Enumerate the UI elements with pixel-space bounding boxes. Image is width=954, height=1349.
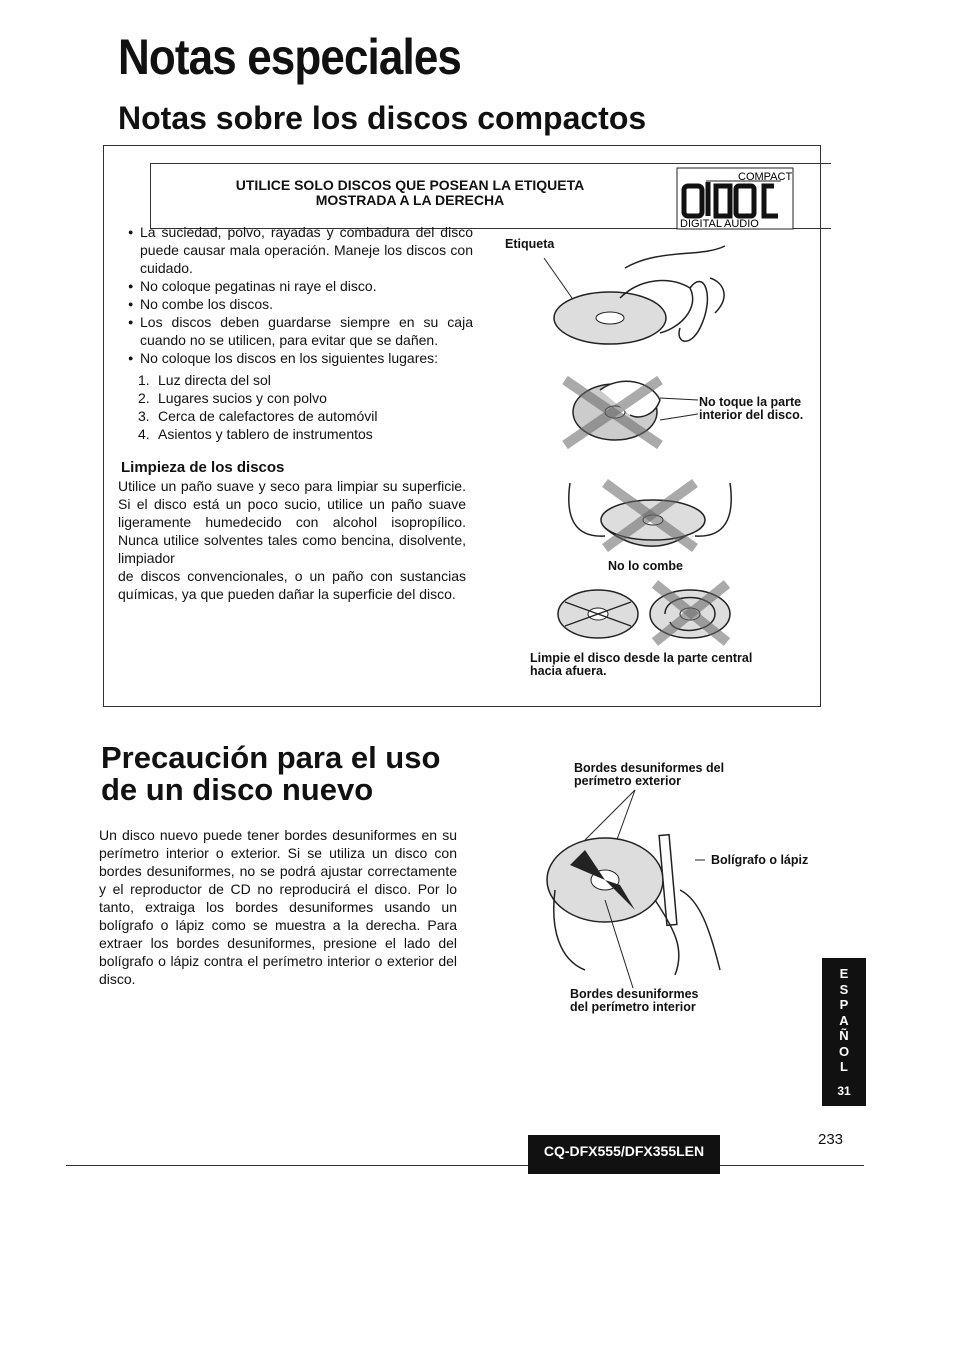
caption-line: Bordes desuniformes (570, 987, 699, 1001)
tab-letter: A (839, 1012, 849, 1028)
caption-limpie (530, 652, 752, 678)
cleaning-text (118, 477, 466, 603)
model-badge: CQ-DFX555/DFX355LEN (528, 1135, 720, 1174)
list-item (138, 407, 468, 425)
label-notice-line1: UTILICE SOLO DISCOS QUE POSEAN LA ETIQUETA (235, 177, 585, 193)
new-disc-text: Un disco nuevo puede tener bordes desuniformes en su perímetro interior o exterior. Si se utiliza un disco con bordes desuniformes, no se podrá ajustar correctamente y el reproductor de CD no reproducirá el disco. Por lo tanto, extraiga los bordes desuniformes usando un bolígrafo o lápiz como se muestra a la derecha. Para extraer los bordes desuniformes, presione el lado del bolígrafo o lápiz contra el perímetro interior o exterior del disco. (99, 827, 457, 987)
cleaning-paragraph: de discos convencionales, o un paño con sustancias químicas, ya que pueden dañar la superficie del disco. (118, 568, 466, 602)
list-text: Asientos y tablero de instrumentos (158, 426, 373, 442)
list-text: Luz directa del sol (158, 372, 271, 388)
caption-line: hacia afuera. (530, 664, 607, 678)
tab-letter: P (839, 997, 849, 1012)
caption-line: No toque la parte (699, 395, 802, 409)
caption-inner-edges (570, 988, 699, 1014)
dont-touch-disc-illustration (560, 370, 700, 460)
caption-line: perímetro exterior (574, 774, 681, 788)
list-item: ● La suciedad, polvo, rayadas y combadura del disco puede causar mala operación. Maneje los discos con cuidado. (128, 223, 473, 277)
tab-letter: E (839, 966, 849, 981)
pen-deburr-illustration (545, 790, 725, 990)
label-notice (160, 178, 660, 208)
cleaning-heading: Limpieza de los discos (121, 459, 285, 476)
list-item: ● No coloque los discos en los siguientes lugares: (128, 349, 473, 367)
language-tab (822, 958, 866, 1106)
tab-letter: Ñ (839, 1028, 849, 1043)
section-title-new-disc (101, 742, 440, 806)
places-list (138, 371, 468, 443)
page-title: Notas especiales (118, 29, 462, 85)
list-text: Lugares sucios y con polvo (158, 390, 327, 406)
heading-line: de un disco nuevo (101, 772, 374, 807)
list-number: 4. (138, 426, 150, 442)
tab-letter: S (839, 981, 849, 997)
caption-pen: Bolígrafo o lápiz (711, 853, 809, 867)
language-tab-letters (822, 958, 866, 1075)
caption-line: Limpie el disco desde la parte central (530, 651, 753, 665)
list-number: 1. (138, 372, 150, 388)
tab-letter: O (838, 1043, 850, 1059)
caption-etiqueta: Etiqueta (505, 237, 555, 251)
caption-line: interior del disco. (699, 408, 804, 422)
caption-line: Bordes desuniformes del (574, 761, 725, 775)
caption-outer-edges (574, 762, 724, 788)
list-number: 3. (138, 408, 150, 424)
footer-rule (66, 1165, 864, 1166)
list-text: Cerca de calefactores de automóvil (158, 408, 378, 424)
language-tab-number: 31 (837, 1084, 851, 1098)
caption-no-toque (699, 396, 803, 422)
caption-no-lo-combe: No lo combe (608, 559, 684, 573)
heading-line: Precaución para el uso (101, 740, 441, 775)
dont-bend-disc-illustration (565, 478, 735, 568)
clean-disc-illustration (555, 582, 735, 644)
compact-disc-logo (676, 168, 794, 230)
section-title-cd: Notas sobre los discos compactos (118, 100, 647, 136)
caption-line: del perímetro interior (570, 1000, 696, 1014)
tab-letter: L (840, 1059, 848, 1074)
list-item (138, 371, 468, 389)
page-number: 233 (818, 1131, 844, 1148)
cd-handling-list (128, 223, 473, 367)
cleaning-paragraph: Utilice un paño suave y seco para limpiar su superficie. Si el disco está un poco sucio, utilice un paño suave ligeramente humedecido con alcohol isopropílico. Nunca utilice solventes tales como bencina, disolvente, limpiador (118, 478, 466, 566)
logo-compact-text: COMPACT (738, 171, 793, 183)
list-item: ● Los discos deben guardarse siempre en su caja cuando no se utilicen, para evitar que se dañen. (128, 313, 473, 349)
list-item (138, 425, 468, 443)
list-item (138, 389, 468, 407)
list-item: ● No coloque pegatinas ni raye el disco. (128, 277, 473, 295)
list-item: ● No combe los discos. (128, 295, 473, 313)
hand-holding-disc-illustration (540, 238, 740, 350)
logo-digital-audio-text: DIGITAL AUDIO (680, 218, 759, 230)
list-number: 2. (138, 390, 150, 406)
label-notice-line2: MOSTRADA A LA DERECHA (315, 192, 505, 208)
